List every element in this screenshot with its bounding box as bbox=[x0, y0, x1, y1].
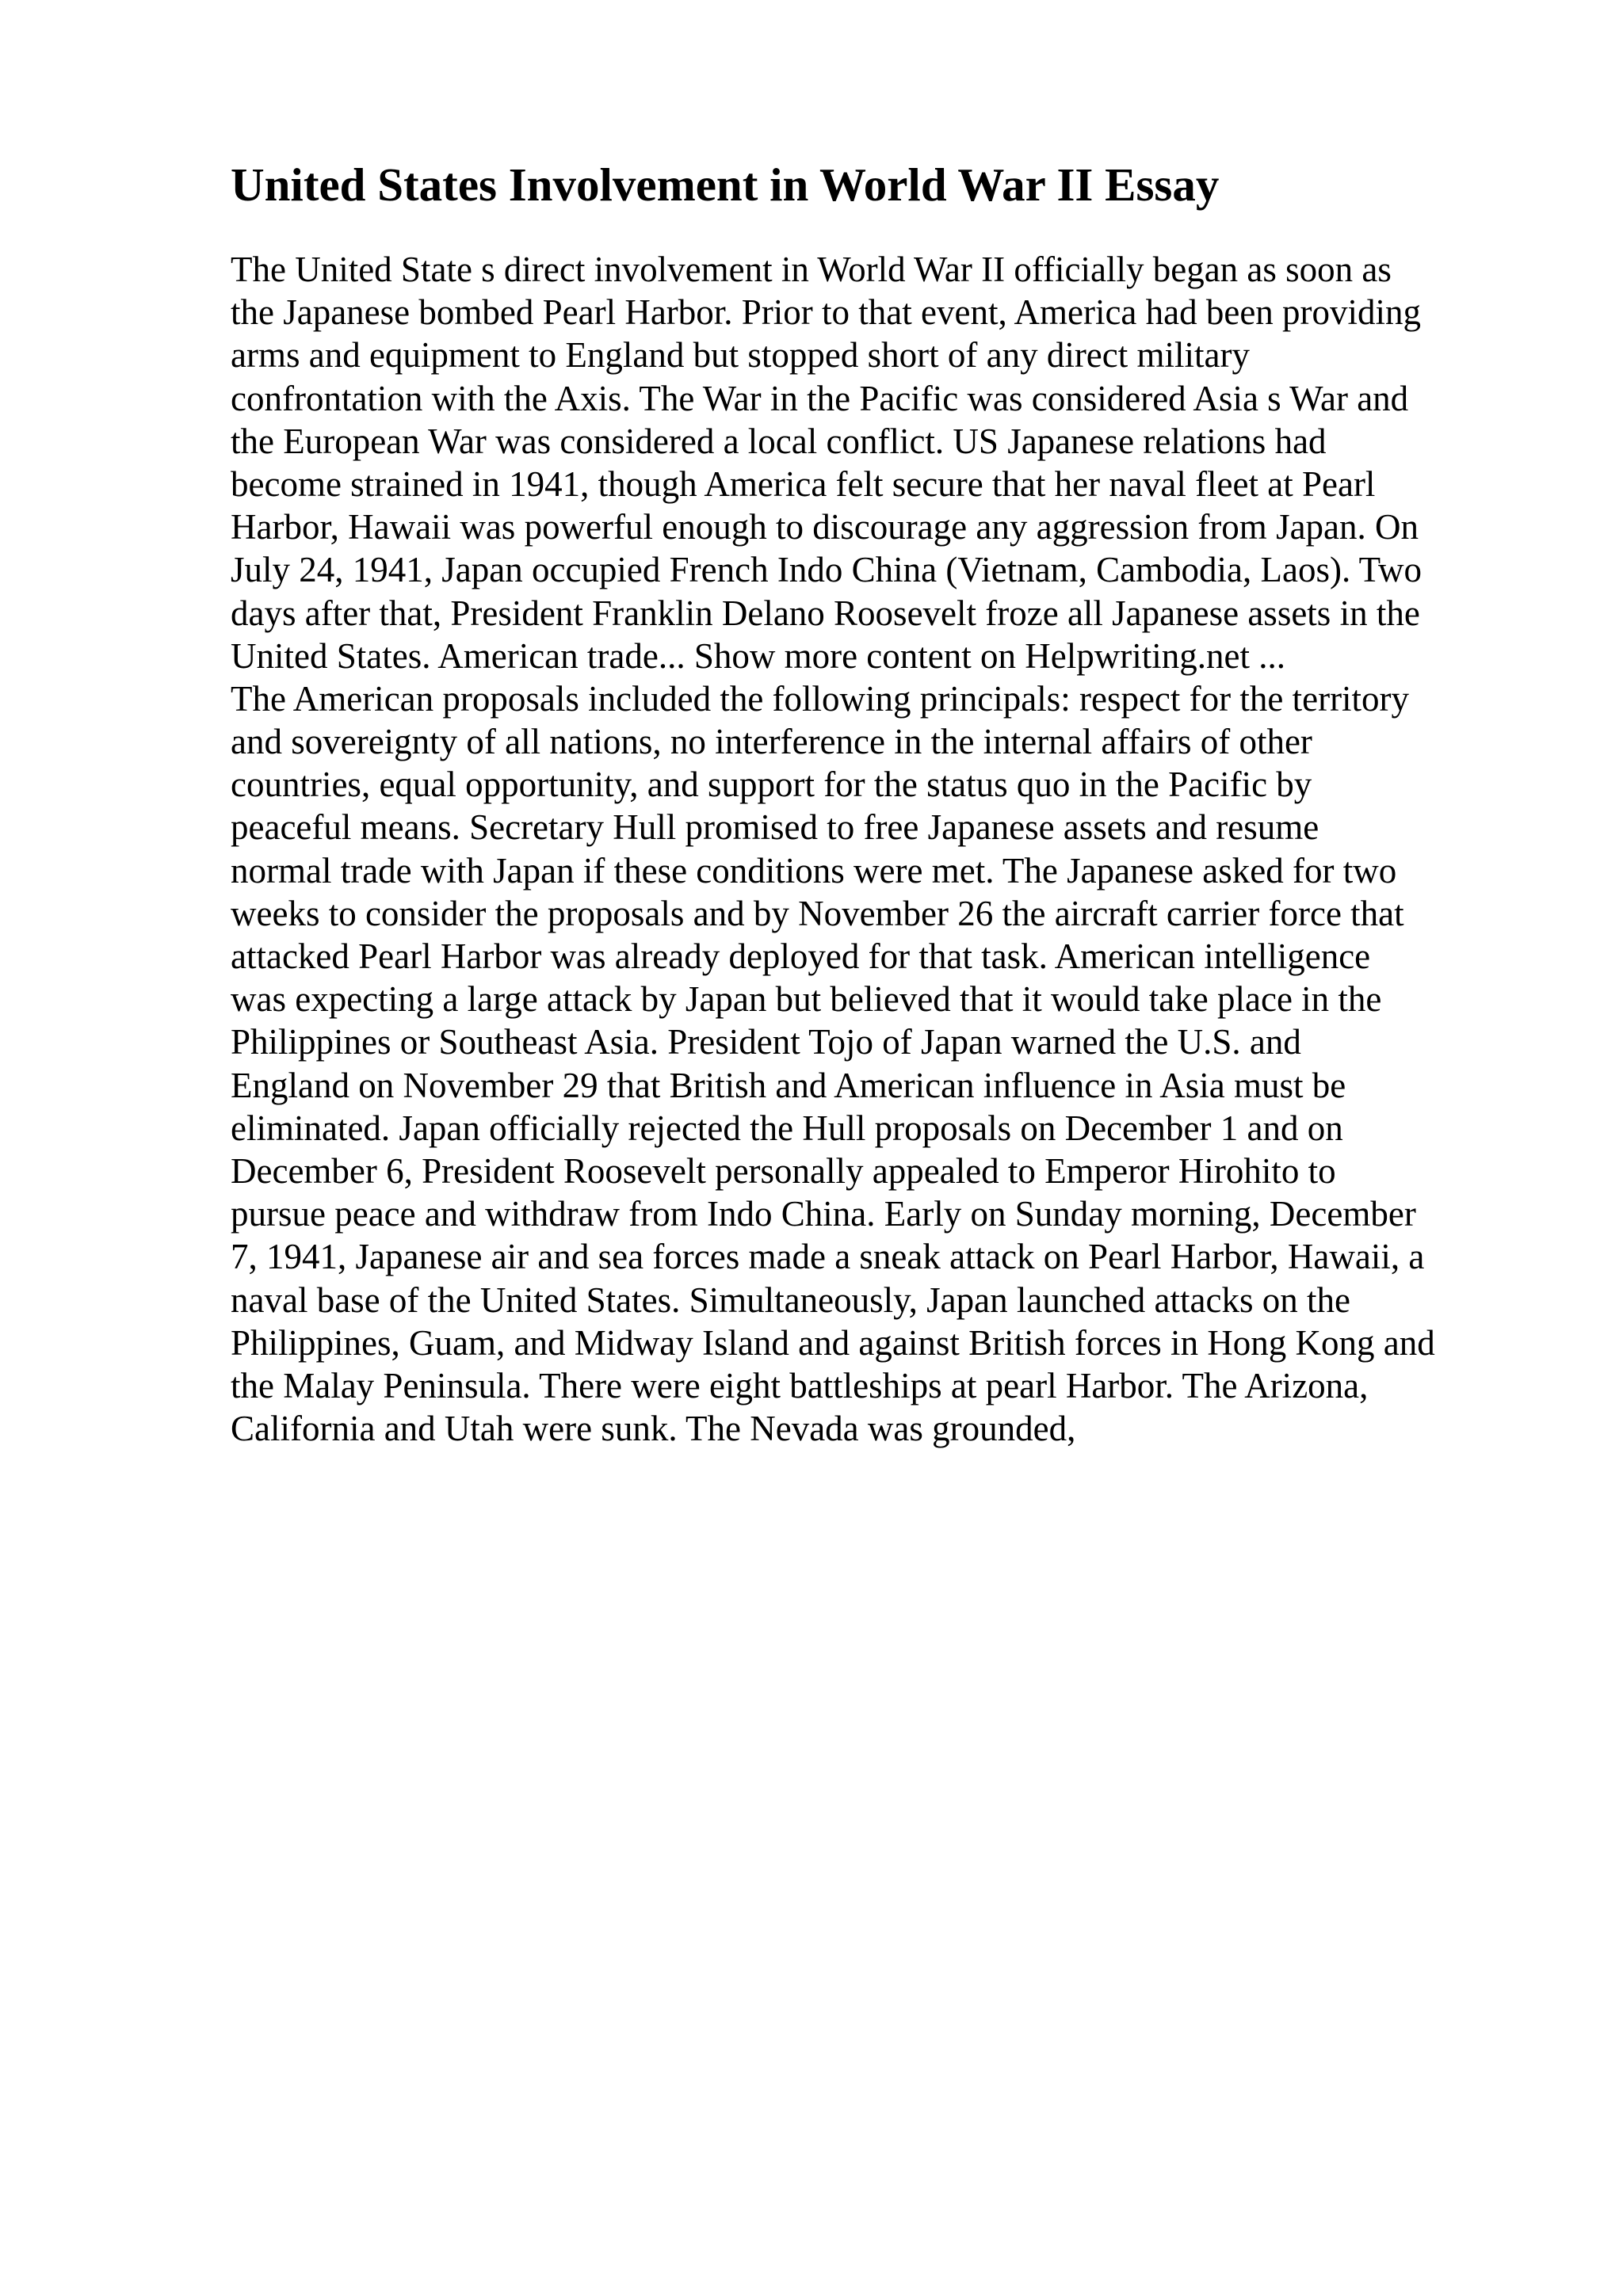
text-line: naval base of the United States. Simultaneously, Japan launched attacks on the bbox=[231, 1280, 1350, 1320]
text-line: eliminated. Japan officially rejected the Hull proposals on December 1 and on bbox=[231, 1108, 1343, 1148]
text-line: was expecting a large attack by Japan but believed that it would take place in the bbox=[231, 979, 1382, 1020]
text-line: United States. American trade... Show more content on Helpwriting.net ... bbox=[231, 635, 1285, 676]
text-line: Philippines or Southeast Asia. President Tojo of Japan warned the U.S. and bbox=[231, 1022, 1301, 1062]
text-line: the European War was considered a local conflict. US Japanese relations had bbox=[231, 421, 1327, 461]
text-line: 7, 1941, Japanese air and sea forces made a sneak attack on Pearl Harbor, Hawaii, a bbox=[231, 1237, 1425, 1277]
text-line: July 24, 1941, Japan occupied French Indo China (Vietnam, Cambodia, Laos). Two bbox=[231, 550, 1423, 590]
text-line: normal trade with Japan if these conditions were met. The Japanese asked for two bbox=[231, 850, 1397, 891]
essay-body bbox=[231, 248, 1483, 1450]
text-line: December 6, President Roosevelt personally appealed to Emperor Hirohito to bbox=[231, 1150, 1336, 1191]
text-line: peaceful means. Secretary Hull promised to free Japanese assets and resume bbox=[231, 807, 1319, 848]
text-line: The United State s direct involvement in World War II officially began as soon as bbox=[231, 250, 1392, 289]
text-line: confrontation with the Axis. The War in the Pacific was considered Asia s War and bbox=[231, 378, 1409, 418]
text-line: arms and equipment to England but stopped short of any direct military bbox=[231, 335, 1250, 376]
text-line: the Japanese bombed Pearl Harbor. Prior to that event, America had been providing bbox=[231, 292, 1422, 333]
text-line: Harbor, Hawaii was powerful enough to discourage any aggression from Japan. On bbox=[231, 507, 1419, 547]
text-line: The American proposals included the following principals: respect for the territory bbox=[231, 678, 1410, 719]
text-line: countries, equal opportunity, and support for the status quo in the Pacific by bbox=[231, 765, 1312, 805]
text-line: and sovereignty of all nations, no interference in the internal affairs of other bbox=[231, 722, 1312, 762]
text-line: attacked Pearl Harbor was already deployed for that task. American intelligence bbox=[231, 936, 1371, 976]
text-line: become strained in 1941, though America felt secure that her naval fleet at Pearl bbox=[231, 463, 1376, 504]
text-line: England on November 29 that British and American influence in Asia must be bbox=[231, 1065, 1346, 1105]
text-line: California and Utah were sunk. The Nevada was grounded, bbox=[231, 1409, 1076, 1449]
text-line: days after that, President Franklin Delano Roosevelt froze all Japanese assets in the bbox=[231, 593, 1420, 633]
text-line: the Malay Peninsula. There were eight battleships at pearl Harbor. The Arizona, bbox=[231, 1365, 1369, 1405]
text-line: weeks to consider the proposals and by November 26 the aircraft carrier force that bbox=[231, 893, 1404, 933]
text-line: pursue peace and withdraw from Indo China. Early on Sunday morning, December bbox=[231, 1194, 1416, 1234]
text-line: Philippines, Guam, and Midway Island and against British forces in Hong Kong and bbox=[231, 1322, 1435, 1363]
document-title: United States Involvement in World War II Essay bbox=[231, 158, 1220, 211]
